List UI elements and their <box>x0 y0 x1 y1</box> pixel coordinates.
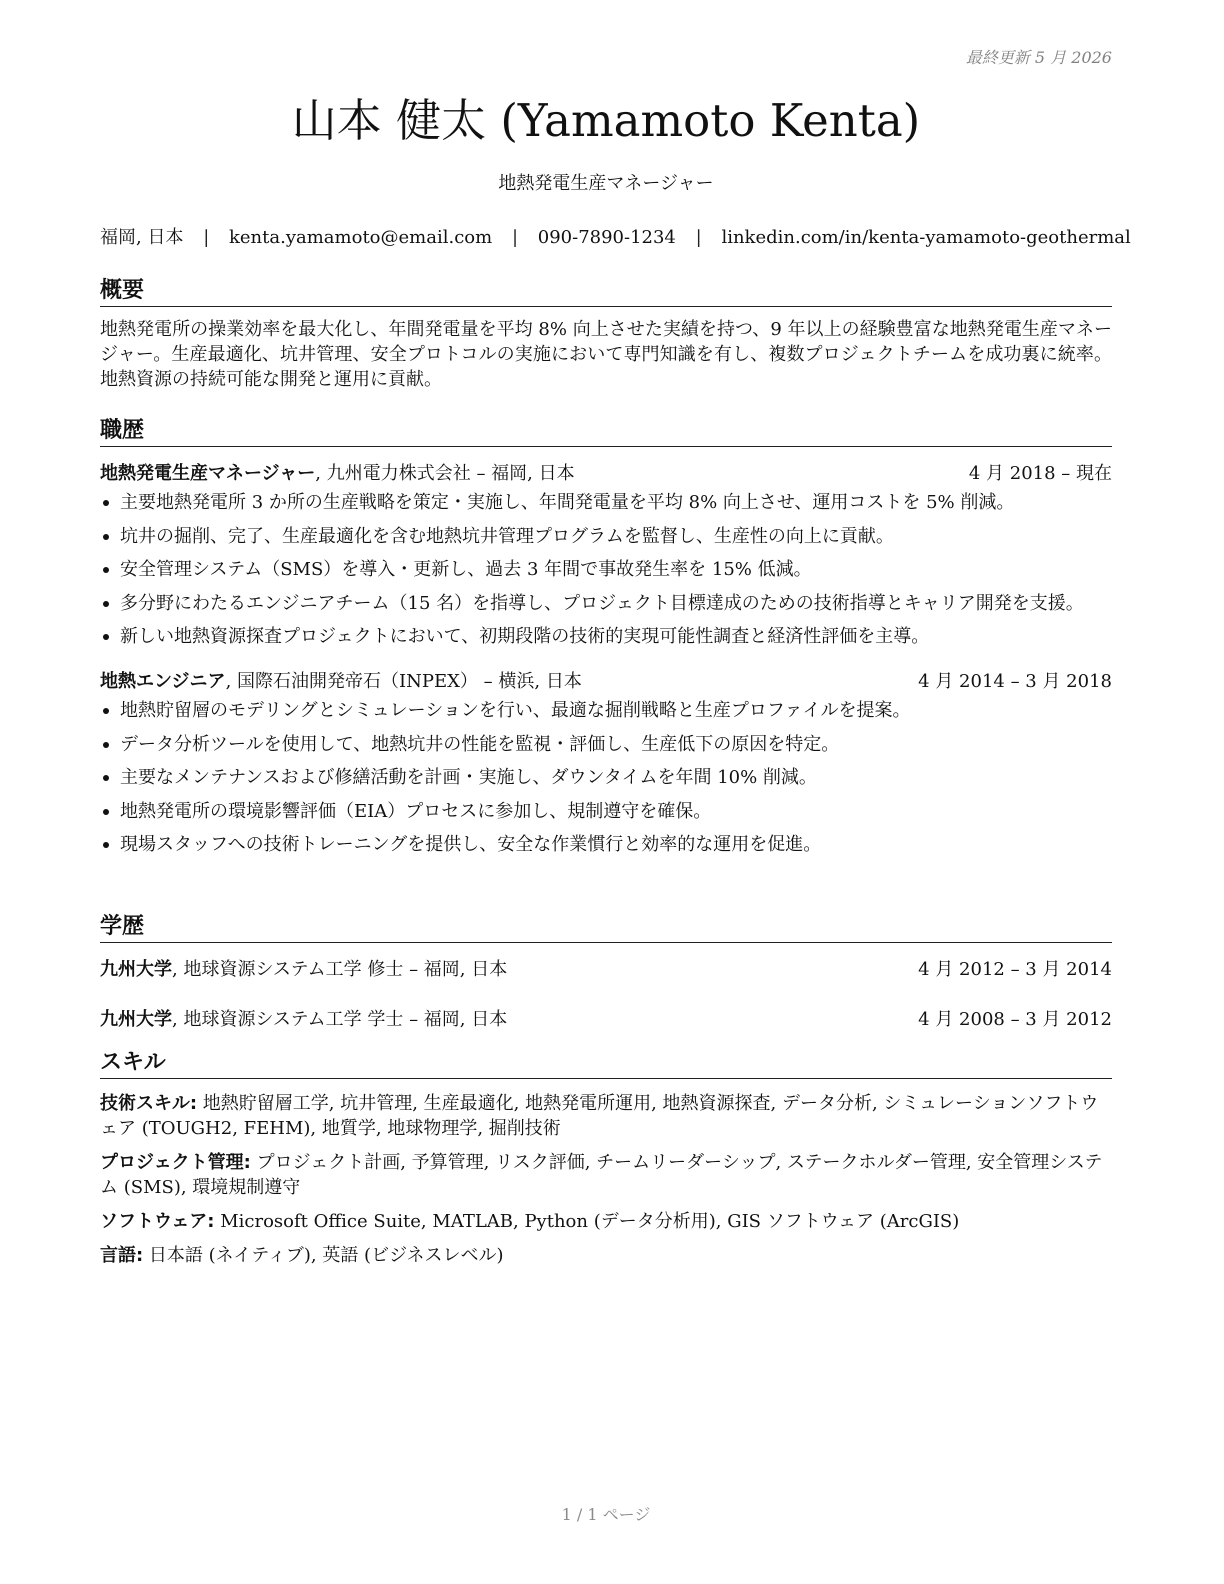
job-date: 4 月 2018 – 現在 <box>968 463 1112 484</box>
job-title: 地熱エンジニア <box>100 671 226 692</box>
skill-label: プロジェクト管理: <box>100 1152 251 1173</box>
skills-section <box>100 1050 1112 1277</box>
job-title: 地熱発電生産マネージャー <box>100 463 316 484</box>
job-org: , 国際石油開発帝石（INPEX） – 横浜, 日本 <box>225 671 582 692</box>
bullet-item: 主要なメンテナンスおよび修繕活動を計画・実施し、ダウンタイムを年間 10% 削減。 <box>100 765 1112 790</box>
bullet-item: 新しい地熱資源探査プロジェクトにおいて、初期段階の技術的実現可能性調査と経済性評価を主導。 <box>100 624 1112 649</box>
degree-detail: , 地球資源システム工学 修士 – 福岡, 日本 <box>172 959 508 980</box>
contact-email[interactable]: kenta.yamamoto@email.com <box>229 227 493 248</box>
contact-linkedin[interactable]: linkedin.com/in/kenta-yamamoto-geothermal <box>721 227 1131 248</box>
education-heading: 学歴 <box>100 914 1112 943</box>
job-title: 地熱発電生産マネージャー <box>498 173 714 194</box>
bullet-item: 坑井の掘削、完了、生産最適化を含む地熱坑井管理プログラムを監督し、生産性の向上に貢献。 <box>100 524 1112 549</box>
summary-text: 地熱発電所の操業効率を最大化し、年間発電量を平均 8% 向上させた実績を持つ、9 年以上の経験豊富な地熱発電生産マネージャー。生産最適化、坑井管理、安全プロトコルの実施において専門知識を有し、複数プロジェクトチームを成功裏に統率。地熱資源の持続可能な開発と運用に貢献。 <box>100 319 1112 390</box>
bullet-item: 地熱発電所の環境影響評価（EIA）プロセスに参加し、規制遵守を確保。 <box>100 799 1112 824</box>
bullet-item: 多分野にわたるエンジニアチーム（15 名）を指導し、プロジェクト目標達成のための技術指導とキャリア開発を支援。 <box>100 591 1112 616</box>
bullet-item: 主要地熱発電所 3 か所の生産戦略を策定・実施し、年間発電量を平均 8% 向上させ、運用コストを 5% 削減。 <box>100 490 1112 515</box>
school-name: 九州大学 <box>100 959 172 980</box>
skills-list <box>100 1091 1112 1268</box>
job-entry <box>100 669 1112 857</box>
skill-label: 言語: <box>100 1245 144 1266</box>
contact-separator: | <box>511 227 519 248</box>
summary-section <box>100 278 1112 392</box>
experience-heading: 職歴 <box>100 418 1112 447</box>
job-entry <box>100 461 1112 649</box>
skill-row <box>100 1243 1112 1268</box>
skill-row <box>100 1091 1112 1141</box>
contact-location: 福岡, 日本 <box>100 227 184 248</box>
job-header <box>100 669 1112 695</box>
skill-text: Microsoft Office Suite, MATLAB, Python (データ分析用), GIS ソフトウェア (ArcGIS) <box>214 1211 960 1232</box>
skill-label: 技術スキル: <box>100 1093 198 1114</box>
job-date: 4 月 2014 – 3 月 2018 <box>918 671 1112 692</box>
contact-separator: | <box>695 227 702 248</box>
skill-row <box>100 1209 1112 1234</box>
skill-label: ソフトウェア: <box>100 1211 215 1232</box>
summary-heading: 概要 <box>100 278 1112 307</box>
education-entry <box>100 957 1112 983</box>
education-section <box>100 914 1112 1033</box>
job-org: , 九州電力株式会社 – 福岡, 日本 <box>315 463 575 484</box>
bullet-item: データ分析ツールを使用して、地熱坑井の性能を監視・評価し、生産低下の原因を特定。 <box>100 732 1112 757</box>
bullet-item: 安全管理システム（SMS）を導入・更新し、過去 3 年間で事故発生率を 15% 低減。 <box>100 557 1112 582</box>
bullet-item: 現場スタッフへの技術トレーニングを提供し、安全な作業慣行と効率的な運用を促進。 <box>100 832 1112 857</box>
education-date: 4 月 2012 – 3 月 2014 <box>918 959 1112 980</box>
resume-page <box>100 0 1131 1584</box>
contact-phone: 090-7890-1234 <box>537 227 676 248</box>
candidate-name: 山本 健太 (Yamamoto Kenta) <box>291 94 921 147</box>
education-date: 4 月 2008 – 3 月 2012 <box>918 1009 1112 1030</box>
skill-text: 地熱貯留層工学, 坑井管理, 生産最適化, 地熱発電所運用, 地熱資源探査, データ分析, シミュレーションソフトウェア (TOUGH2, FEHM), 地質学, 地球物理学, 掘削技術 <box>100 1093 1099 1139</box>
bullet-item: 地熱貯留層のモデリングとシミュレーションを行い、最適な掘削戦略と生産プロファイルを提案。 <box>100 698 1112 723</box>
contact-separator: | <box>203 227 210 248</box>
skill-text: 日本語 (ネイティブ), 英語 (ビジネスレベル) <box>143 1245 504 1266</box>
last-updated: 最終更新 5 月 2026 <box>965 48 1112 67</box>
job-bullets <box>100 698 1112 857</box>
education-entry <box>100 1007 1112 1033</box>
skills-heading: スキル <box>100 1050 1112 1079</box>
school-name: 九州大学 <box>100 1009 172 1030</box>
experience-section <box>100 418 1112 866</box>
skill-text: プロジェクト計画, 予算管理, リスク評価, チームリーダーシップ, ステークホルダー管理, 安全管理システム (SMS), 環境規制遵守 <box>100 1152 1103 1198</box>
page-number: 1 / 1 ページ <box>561 1505 651 1524</box>
job-header <box>100 461 1112 487</box>
skill-row <box>100 1150 1112 1200</box>
contact-line <box>100 226 1131 250</box>
degree-detail: , 地球資源システム工学 学士 – 福岡, 日本 <box>172 1009 508 1030</box>
job-bullets <box>100 490 1112 649</box>
